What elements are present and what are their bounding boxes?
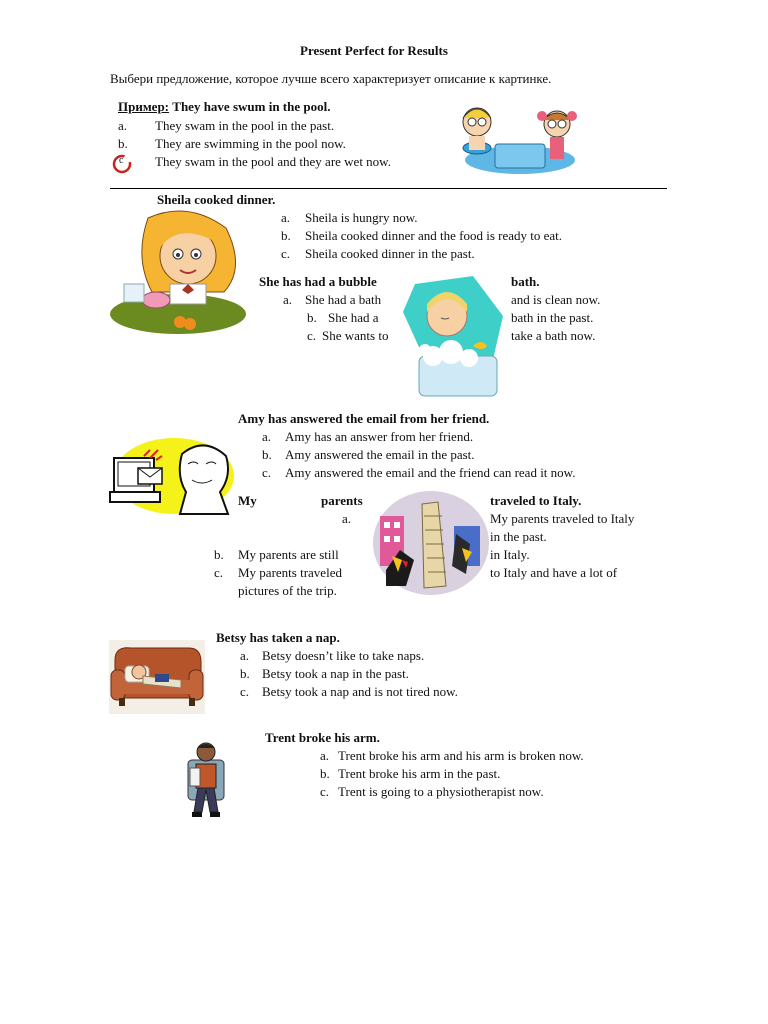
email-computer-illustration	[108, 436, 236, 516]
q1-option-c[interactable]: Sheila cooked dinner in the past.	[305, 246, 475, 261]
q3-option-c-marker: c.	[262, 465, 272, 480]
q2-option-b-right[interactable]: bath in the past.	[511, 310, 594, 325]
q4-option-a-line-2[interactable]: in the past.	[490, 529, 547, 544]
q4-option-b-left[interactable]: My parents are still	[238, 547, 339, 562]
q5-option-b-marker: b.	[240, 666, 250, 681]
betsy-napping-illustration	[109, 640, 205, 714]
example-option-b-marker: b.	[118, 136, 128, 151]
q6-option-a[interactable]: Trent broke his arm and his arm is broken now.	[338, 748, 584, 763]
q2-sentence-left: She has had a bubble	[259, 274, 377, 289]
sheila-cooking-illustration	[108, 208, 248, 336]
page-title: Present Perfect for Results	[300, 43, 448, 58]
italy-travel-illustration	[372, 490, 490, 596]
q6-option-c-marker: c.	[320, 784, 330, 799]
q3-option-b[interactable]: Amy answered the email in the past.	[285, 447, 475, 462]
q1-option-a-marker: a.	[281, 210, 291, 225]
q6-option-a-marker: a.	[320, 748, 330, 763]
q3-sentence: Amy has answered the email from her friend.	[238, 411, 490, 426]
q2-option-c-left[interactable]: She wants to	[322, 328, 389, 343]
q2-option-b-left[interactable]: She had a	[328, 310, 379, 325]
q4-sentence-part-2: parents	[321, 493, 363, 508]
bubble-bath-illustration	[403, 276, 507, 398]
q1-sentence: Sheila cooked dinner.	[157, 192, 276, 207]
q1-option-b-marker: b.	[281, 228, 291, 243]
example-option-c[interactable]: They swam in the pool and they are wet now.	[155, 154, 391, 169]
q1-option-b[interactable]: Sheila cooked dinner and the food is ready to eat.	[305, 228, 563, 243]
q3-option-a-marker: a.	[262, 429, 272, 444]
q2-option-a-right[interactable]: and is clean now.	[511, 292, 601, 307]
q3-option-c[interactable]: Amy answered the email and the friend can read it now.	[285, 465, 576, 480]
q6-sentence: Trent broke his arm.	[265, 730, 380, 745]
example-prompt	[118, 98, 330, 116]
q2-option-b-marker: b.	[307, 310, 317, 325]
q3-option-a[interactable]: Amy has an answer from her friend.	[285, 429, 474, 444]
q4-sentence-part-1: My	[238, 493, 257, 508]
q5-option-a-marker: a.	[240, 648, 250, 663]
q4-option-a-marker: a.	[342, 511, 352, 526]
q4-option-c-line-2[interactable]: pictures of the trip.	[238, 583, 337, 598]
q4-option-b-marker: b.	[214, 547, 224, 562]
q5-option-a[interactable]: Betsy doesn’t like to take naps.	[262, 648, 425, 663]
q5-sentence: Betsy has taken a nap.	[216, 630, 340, 645]
trent-broken-arm-illustration	[184, 740, 228, 820]
example-option-b[interactable]: They are swimming in the pool now.	[155, 136, 346, 151]
q6-option-b-marker: b.	[320, 766, 330, 781]
q2-option-c-marker: c.	[307, 328, 317, 343]
example-sentence: They have swum in the pool.	[172, 99, 331, 114]
q2-sentence-right: bath.	[511, 274, 540, 289]
divider	[110, 188, 667, 189]
q4-option-c-left[interactable]: My parents traveled	[238, 565, 342, 580]
q6-option-c[interactable]: Trent is going to a physiotherapist now.	[338, 784, 544, 799]
q2-option-c-right[interactable]: take a bath now.	[511, 328, 596, 343]
kids-pool-illustration	[455, 100, 585, 178]
q4-option-c-right[interactable]: to Italy and have a lot of	[490, 565, 618, 580]
q5-option-b[interactable]: Betsy took a nap in the past.	[262, 666, 409, 681]
example-option-a[interactable]: They swam in the pool in the past.	[155, 118, 335, 133]
q1-option-c-marker: c.	[281, 246, 291, 261]
q4-sentence-part-3: traveled to Italy.	[490, 493, 582, 508]
q4-option-c-marker: c.	[214, 565, 224, 580]
example-option-a-marker: a.	[118, 118, 128, 133]
q5-option-c-marker: c.	[240, 684, 250, 699]
instruction: Выбери предложение, которое лучше всего характеризует описание к картинке.	[110, 71, 552, 86]
q4-option-a-line-1[interactable]: My parents traveled to Italy	[490, 511, 635, 526]
q4-option-b-right[interactable]: in Italy.	[490, 547, 530, 562]
q5-option-c[interactable]: Betsy took a nap and is not tired now.	[262, 684, 458, 699]
example-label: Пример:	[118, 99, 170, 114]
q1-option-a[interactable]: Sheila is hungry now.	[305, 210, 418, 225]
q6-option-b[interactable]: Trent broke his arm in the past.	[338, 766, 501, 781]
example-option-c-marker: c	[119, 155, 124, 166]
q2-option-a-left[interactable]: She had a bath	[305, 292, 382, 307]
q2-option-a-marker: a.	[283, 292, 293, 307]
q3-option-b-marker: b.	[262, 447, 272, 462]
